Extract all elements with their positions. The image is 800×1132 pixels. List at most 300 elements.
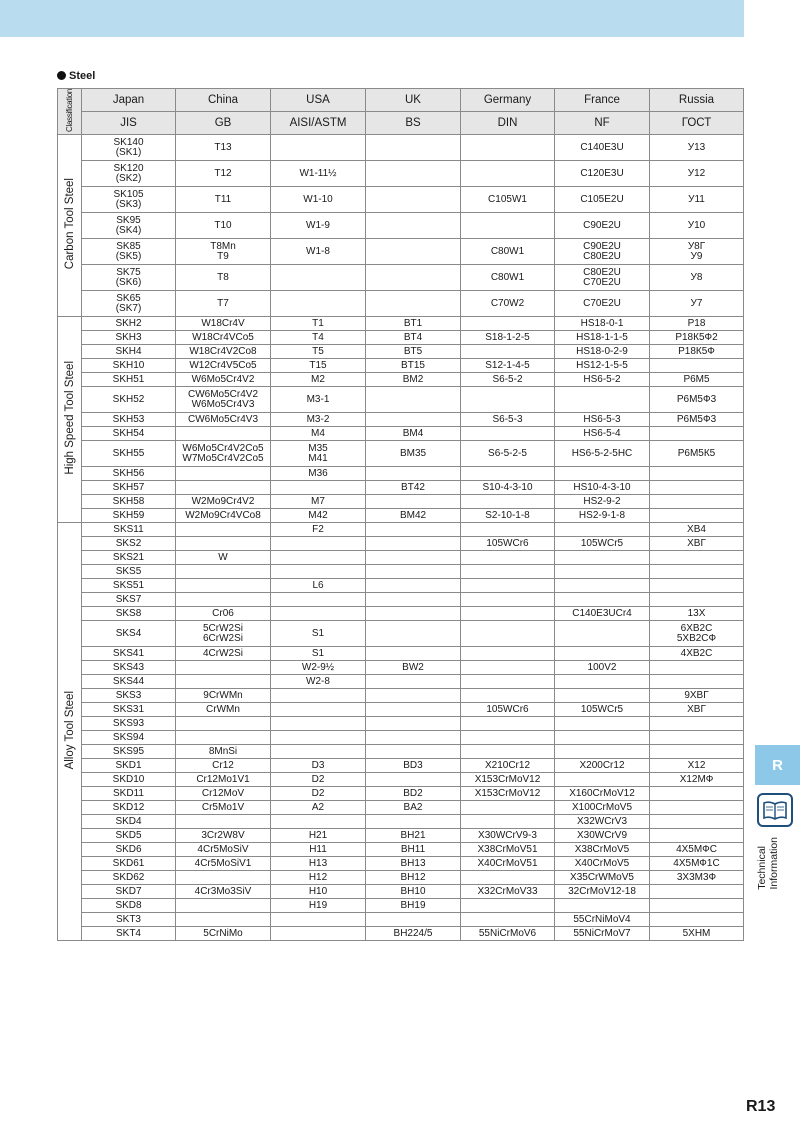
table-cell: [176, 899, 271, 913]
table-cell: [461, 815, 555, 829]
table-cell: [176, 565, 271, 579]
table-cell: [650, 885, 744, 899]
table-cell: SKD11: [82, 787, 176, 801]
table-cell: [461, 345, 555, 359]
table-cell: C90E2U C80E2U: [555, 239, 650, 265]
table-cell: BH224/5: [366, 927, 461, 941]
table-cell: [650, 579, 744, 593]
table-cell: H11: [271, 843, 366, 857]
table-cell: [461, 213, 555, 239]
table-cell: SKH57: [82, 481, 176, 495]
table-cell: У10: [650, 213, 744, 239]
table-cell: X38CrMoV51: [461, 843, 555, 857]
table-cell: BM42: [366, 509, 461, 523]
table-cell: BT42: [366, 481, 461, 495]
table-row: [58, 731, 744, 745]
table-cell: X30WCrV9: [555, 829, 650, 843]
table-row: [58, 801, 744, 815]
table-cell: [461, 689, 555, 703]
table-cell: [366, 213, 461, 239]
header-cell: UK: [366, 89, 461, 112]
table-cell: [555, 717, 650, 731]
table-body: [58, 135, 744, 941]
table-cell: [461, 621, 555, 647]
table-cell: [366, 689, 461, 703]
table-cell: SKH51: [82, 373, 176, 387]
table-cell: 9CrWMn: [176, 689, 271, 703]
header-cell: Russia: [650, 89, 744, 112]
table-cell: 9ХВГ: [650, 689, 744, 703]
table-cell: ХВГ: [650, 537, 744, 551]
table-cell: W2-8: [271, 675, 366, 689]
table-cell: 55CrNiMoV4: [555, 913, 650, 927]
table-cell: SKS93: [82, 717, 176, 731]
table-cell: S18-1-2-5: [461, 331, 555, 345]
table-cell: SK120 (SK2): [82, 161, 176, 187]
table-cell: BT1: [366, 317, 461, 331]
table-cell: D2: [271, 773, 366, 787]
table-cell: C70W2: [461, 291, 555, 317]
table-cell: T7: [176, 291, 271, 317]
table-row: [58, 675, 744, 689]
table-row: [58, 689, 744, 703]
table-cell: H12: [271, 871, 366, 885]
table-cell: S12-1-4-5: [461, 359, 555, 373]
table-cell: [366, 265, 461, 291]
table-cell: [461, 427, 555, 441]
table-cell: SKS5: [82, 565, 176, 579]
table-cell: [650, 661, 744, 675]
table-cell: S2-10-1-8: [461, 509, 555, 523]
table-cell: [366, 675, 461, 689]
table-row: [58, 913, 744, 927]
table-row: [58, 135, 744, 161]
table-cell: SKH55: [82, 441, 176, 467]
table-cell: [555, 773, 650, 787]
table-cell: [366, 647, 461, 661]
table-cell: [555, 745, 650, 759]
table-cell: X153CrMoV12: [461, 773, 555, 787]
table-cell: Р6М5Ф3: [650, 413, 744, 427]
table-cell: SKD10: [82, 773, 176, 787]
table-cell: [271, 135, 366, 161]
table-cell: X153CrMoV12: [461, 787, 555, 801]
table-cell: [366, 593, 461, 607]
table-cell: [271, 265, 366, 291]
table-cell: SKS4: [82, 621, 176, 647]
table-row: [58, 717, 744, 731]
table-cell: SKS3: [82, 689, 176, 703]
table-cell: H10: [271, 885, 366, 899]
table-cell: W2Mo9Cr4V2: [176, 495, 271, 509]
table-cell: H13: [271, 857, 366, 871]
table-cell: SKH58: [82, 495, 176, 509]
table-cell: C80W1: [461, 239, 555, 265]
table-cell: SK75 (SK6): [82, 265, 176, 291]
table-cell: [650, 815, 744, 829]
table-cell: [176, 661, 271, 675]
table-cell: [650, 731, 744, 745]
table-cell: 55NiCrMoV7: [555, 927, 650, 941]
table-cell: BA2: [366, 801, 461, 815]
table-cell: C80E2U C70E2U: [555, 265, 650, 291]
table-cell: У12: [650, 161, 744, 187]
table-row: [58, 387, 744, 413]
table-cell: [555, 579, 650, 593]
table-cell: SKS51: [82, 579, 176, 593]
table-cell: [461, 675, 555, 689]
table-cell: T11: [176, 187, 271, 213]
table-row: [58, 843, 744, 857]
table-cell: C120E3U: [555, 161, 650, 187]
table-cell: У7: [650, 291, 744, 317]
table-cell: [176, 467, 271, 481]
table-cell: [650, 675, 744, 689]
header-cell: ГОСТ: [650, 112, 744, 135]
table-row: [58, 413, 744, 427]
table-cell: X40CrMoV51: [461, 857, 555, 871]
table-cell: BM4: [366, 427, 461, 441]
table-cell: [461, 899, 555, 913]
table-row: [58, 703, 744, 717]
table-cell: [650, 467, 744, 481]
table-cell: 4Cr3Mo3SiV: [176, 885, 271, 899]
table-cell: HS6-5-2: [555, 373, 650, 387]
table-cell: W12Cr4V5Co5: [176, 359, 271, 373]
table-cell: BW2: [366, 661, 461, 675]
table-cell: [271, 731, 366, 745]
table-cell: D2: [271, 787, 366, 801]
table-cell: [461, 579, 555, 593]
table-cell: W: [176, 551, 271, 565]
table-row: [58, 467, 744, 481]
table-cell: [271, 927, 366, 941]
table-row: [58, 857, 744, 871]
table-cell: [366, 731, 461, 745]
table-row: [58, 787, 744, 801]
table-cell: W2-9½: [271, 661, 366, 675]
table-cell: [461, 135, 555, 161]
table-cell: SKD8: [82, 899, 176, 913]
table-cell: [366, 703, 461, 717]
section-title: Steel: [57, 70, 95, 82]
table-cell: C105E2U: [555, 187, 650, 213]
table-row: [58, 899, 744, 913]
header-cell: NF: [555, 112, 650, 135]
header-row-standard: [58, 112, 744, 135]
table-cell: [461, 871, 555, 885]
technical-information-label: TechnicalInformation: [756, 837, 780, 890]
table-cell: W6Mo5Cr4V2: [176, 373, 271, 387]
table-cell: C140E3UCr4: [555, 607, 650, 621]
table-cell: W18Cr4V2Co8: [176, 345, 271, 359]
table-cell: W1-9: [271, 213, 366, 239]
table-cell: SKH4: [82, 345, 176, 359]
table-cell: X40CrMoV5: [555, 857, 650, 871]
steel-equivalents-table: [57, 88, 744, 941]
table-cell: Р6М5К5: [650, 441, 744, 467]
table-cell: [461, 647, 555, 661]
table-cell: S10-4-3-10: [461, 481, 555, 495]
table-cell: [650, 717, 744, 731]
table-row: [58, 509, 744, 523]
table-cell: У13: [650, 135, 744, 161]
table-cell: SKT4: [82, 927, 176, 941]
table-cell: W6Mo5Cr4V2Co5 W7Mo5Cr4V2Co5: [176, 441, 271, 467]
table-row: [58, 359, 744, 373]
table-cell: SKD5: [82, 829, 176, 843]
table-row: [58, 551, 744, 565]
table-cell: M3-2: [271, 413, 366, 427]
table-cell: [176, 593, 271, 607]
table-cell: [555, 675, 650, 689]
table-cell: 105WCr6: [461, 703, 555, 717]
table-cell: [461, 607, 555, 621]
table-cell: [176, 427, 271, 441]
table-cell: [366, 815, 461, 829]
header-cell: Japan: [82, 89, 176, 112]
table-cell: HS12-1-5-5: [555, 359, 650, 373]
table-cell: 105WCr5: [555, 537, 650, 551]
table-cell: [461, 565, 555, 579]
table-cell: 4Cr5MoSiV1: [176, 857, 271, 871]
table-cell: M7: [271, 495, 366, 509]
table-cell: [176, 523, 271, 537]
table-cell: [555, 565, 650, 579]
table-cell: SKS95: [82, 745, 176, 759]
table-cell: [366, 579, 461, 593]
table-cell: BH21: [366, 829, 461, 843]
table-cell: [366, 387, 461, 413]
table-row: [58, 427, 744, 441]
table-cell: T5: [271, 345, 366, 359]
table-cell: [176, 731, 271, 745]
table-cell: CrWMn: [176, 703, 271, 717]
table-cell: HS2-9-1-8: [555, 509, 650, 523]
table-cell: W1-11½: [271, 161, 366, 187]
table-cell: HS2-9-2: [555, 495, 650, 509]
table-cell: [555, 523, 650, 537]
table-cell: SKH59: [82, 509, 176, 523]
table-cell: X38CrMoV5: [555, 843, 650, 857]
header-cell: Germany: [461, 89, 555, 112]
table-cell: X210Cr12: [461, 759, 555, 773]
table-cell: S6-5-3: [461, 413, 555, 427]
table-cell: [366, 523, 461, 537]
table-cell: M36: [271, 467, 366, 481]
table-cell: X35CrWMoV5: [555, 871, 650, 885]
table-cell: [650, 495, 744, 509]
table-cell: [366, 745, 461, 759]
table-cell: [366, 495, 461, 509]
table-cell: Р6М5Ф3: [650, 387, 744, 413]
table-cell: W1-10: [271, 187, 366, 213]
table-cell: X32WCrV3: [555, 815, 650, 829]
table-cell: [461, 913, 555, 927]
table-cell: [366, 239, 461, 265]
table-cell: [650, 913, 744, 927]
table-cell: SKT3: [82, 913, 176, 927]
table-cell: SKH56: [82, 467, 176, 481]
table-cell: [366, 413, 461, 427]
top-banner: [0, 0, 744, 37]
table-row: [58, 291, 744, 317]
table-cell: SKS7: [82, 593, 176, 607]
table-cell: SKS8: [82, 607, 176, 621]
table-cell: [555, 899, 650, 913]
table-row: [58, 661, 744, 675]
table-cell: [366, 565, 461, 579]
table-cell: [555, 593, 650, 607]
table-cell: 5CrW2Si 6CrW2Si: [176, 621, 271, 647]
table-row: [58, 265, 744, 291]
table-cell: F2: [271, 523, 366, 537]
table-cell: W18Cr4V: [176, 317, 271, 331]
table-cell: [366, 717, 461, 731]
table-cell: M3-1: [271, 387, 366, 413]
table-cell: SKS44: [82, 675, 176, 689]
table-row: [58, 745, 744, 759]
table-cell: SK65 (SK7): [82, 291, 176, 317]
header-cell: USA: [271, 89, 366, 112]
group-label: Carbon Tool Steel: [58, 135, 82, 317]
table-cell: C140E3U: [555, 135, 650, 161]
table-cell: Cr06: [176, 607, 271, 621]
table-cell: [461, 731, 555, 745]
table-cell: [366, 773, 461, 787]
table-cell: D3: [271, 759, 366, 773]
table-cell: [650, 551, 744, 565]
table-cell: Р18К5Ф2: [650, 331, 744, 345]
header-cell: AISI/ASTM: [271, 112, 366, 135]
table-row: [58, 523, 744, 537]
group-label: Alloy Tool Steel: [58, 523, 82, 941]
table-cell: SK95 (SK4): [82, 213, 176, 239]
table-row: [58, 593, 744, 607]
table-cell: [366, 913, 461, 927]
table-cell: M42: [271, 509, 366, 523]
book-icon: [757, 793, 793, 827]
table-cell: SKD1: [82, 759, 176, 773]
table-cell: 3Х3М3Ф: [650, 871, 744, 885]
table-cell: [366, 467, 461, 481]
table-cell: A2: [271, 801, 366, 815]
header-cell: GB: [176, 112, 271, 135]
table-cell: [271, 703, 366, 717]
table-cell: [461, 387, 555, 413]
table-cell: У8: [650, 265, 744, 291]
section-tab-r[interactable]: R: [755, 745, 800, 785]
table-cell: 105WCr6: [461, 537, 555, 551]
table-cell: S6-5-2-5: [461, 441, 555, 467]
table-cell: [271, 717, 366, 731]
table-cell: [650, 481, 744, 495]
table-cell: [650, 745, 744, 759]
table-cell: M4: [271, 427, 366, 441]
table-cell: SK140 (SK1): [82, 135, 176, 161]
table-cell: [461, 661, 555, 675]
table-cell: 6ХВ2С 5ХВ2СФ: [650, 621, 744, 647]
table-cell: [650, 593, 744, 607]
table-cell: BH19: [366, 899, 461, 913]
table-cell: Cr5Mo1V: [176, 801, 271, 815]
table-cell: [176, 815, 271, 829]
table-cell: S6-5-2: [461, 373, 555, 387]
table-cell: S1: [271, 621, 366, 647]
table-cell: SKD12: [82, 801, 176, 815]
table-cell: [271, 593, 366, 607]
table-row: [58, 647, 744, 661]
table-cell: [555, 551, 650, 565]
table-row: [58, 373, 744, 387]
table-cell: [555, 621, 650, 647]
table-cell: [271, 551, 366, 565]
table-cell: У8Г У9: [650, 239, 744, 265]
table-cell: T15: [271, 359, 366, 373]
table-cell: T8: [176, 265, 271, 291]
table-cell: X160CrMoV12: [555, 787, 650, 801]
table-row: [58, 345, 744, 359]
table-cell: [271, 689, 366, 703]
table-cell: У11: [650, 187, 744, 213]
table-cell: SKD61: [82, 857, 176, 871]
table-cell: SK85 (SK5): [82, 239, 176, 265]
table-cell: X200Cr12: [555, 759, 650, 773]
table-cell: 4Х5МФ1С: [650, 857, 744, 871]
table-cell: H19: [271, 899, 366, 913]
table-cell: [271, 565, 366, 579]
table-cell: T8Mn T9: [176, 239, 271, 265]
header-cell: JIS: [82, 112, 176, 135]
table-cell: 4Х5МФС: [650, 843, 744, 857]
table-cell: Х12: [650, 759, 744, 773]
table-cell: BH10: [366, 885, 461, 899]
table-cell: S1: [271, 647, 366, 661]
table-cell: Р6М5: [650, 373, 744, 387]
table-cell: ХВГ: [650, 703, 744, 717]
table-cell: [176, 871, 271, 885]
table-cell: SKS41: [82, 647, 176, 661]
table-cell: H21: [271, 829, 366, 843]
table-cell: 4Cr5MoSiV: [176, 843, 271, 857]
table-cell: [271, 815, 366, 829]
table-cell: 5ХНМ: [650, 927, 744, 941]
table-cell: SKS31: [82, 703, 176, 717]
table-cell: BM35: [366, 441, 461, 467]
table-cell: CW6Mo5Cr4V2 W6Mo5Cr4V3: [176, 387, 271, 413]
header-row-country: [58, 89, 744, 112]
table-row: [58, 565, 744, 579]
table-cell: [176, 717, 271, 731]
table-row: [58, 495, 744, 509]
table-cell: SKD4: [82, 815, 176, 829]
table-cell: [555, 731, 650, 745]
header-cell: France: [555, 89, 650, 112]
table-cell: 8MnSi: [176, 745, 271, 759]
table-cell: BH12: [366, 871, 461, 885]
table-cell: SKS21: [82, 551, 176, 565]
table-cell: [650, 509, 744, 523]
table-cell: HS18-1-1-5: [555, 331, 650, 345]
page-number: R13: [746, 1098, 776, 1115]
table-cell: [461, 551, 555, 565]
table-cell: HS6-5-2-5HC: [555, 441, 650, 467]
table-cell: [461, 593, 555, 607]
table-cell: [555, 387, 650, 413]
table-cell: T10: [176, 213, 271, 239]
table-cell: [366, 187, 461, 213]
table-cell: BH13: [366, 857, 461, 871]
